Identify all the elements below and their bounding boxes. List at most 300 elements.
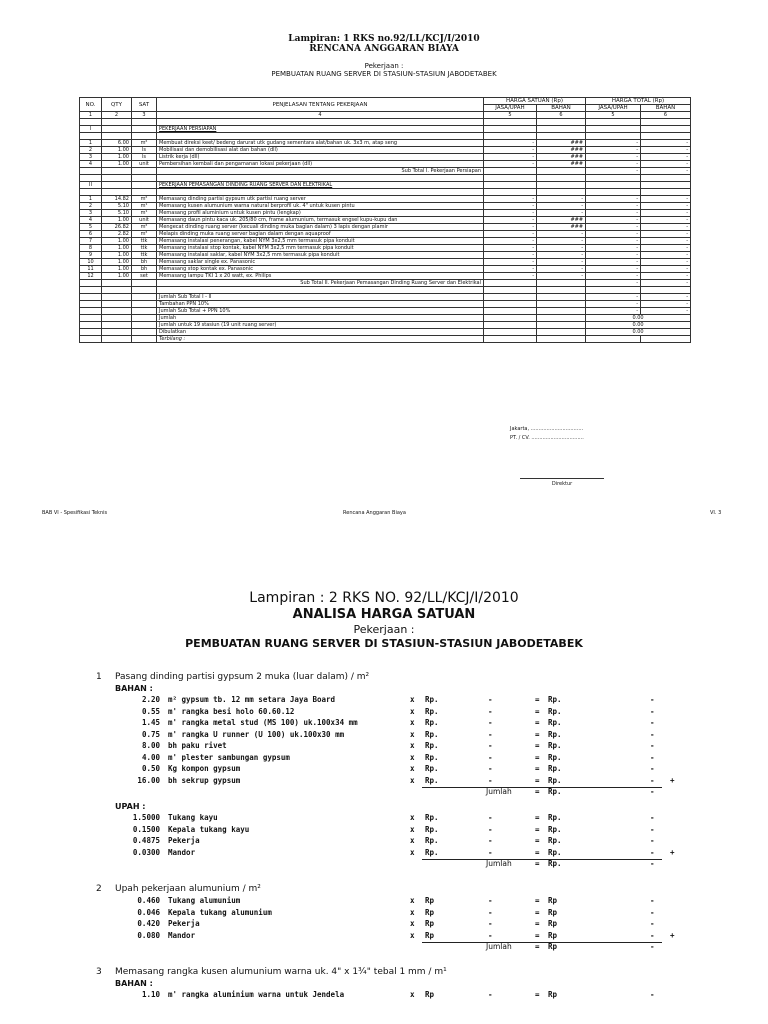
row-description: Memasang daun pintu kaca uk. 205/80 cm, frame alumunium, termasuk engsel kupu-kupu dan	[157, 217, 484, 224]
harga-satuan-jasa: -	[484, 154, 537, 161]
harga-satuan-jasa: -	[484, 140, 537, 147]
row-unit: m²	[132, 140, 157, 147]
currency-label: Rp.	[548, 718, 562, 727]
empty-cell	[80, 189, 102, 196]
empty-cell	[132, 322, 157, 329]
multiply-sign: x	[410, 824, 415, 834]
section-spacer	[0, 954, 768, 967]
empty-cell	[80, 294, 102, 301]
line-total: -	[650, 706, 655, 716]
row-description: Memasang stop kontak ex. Panasonic	[157, 266, 484, 273]
empty-cell	[537, 315, 586, 322]
group-total	[0, 859, 768, 871]
analysis-row	[0, 848, 768, 860]
empty-cell	[102, 287, 132, 294]
empty-cell	[157, 189, 484, 196]
page2-pekerjaan-label: Pekerjaan :	[353, 623, 415, 636]
subtotal-jasa: -	[586, 168, 641, 175]
harga-total-bahan: -	[641, 238, 691, 245]
row-qty: 1.00	[102, 147, 132, 154]
footer-right: VI. 3	[710, 510, 722, 516]
group-total	[0, 787, 768, 799]
currency-label: Rp	[548, 896, 558, 905]
table-row	[80, 280, 691, 287]
empty-cell	[80, 329, 102, 336]
analysis-row	[0, 764, 768, 776]
harga-satuan-header: HARGA SATUAN (Rp)	[484, 98, 586, 105]
multiply-sign: x	[410, 764, 415, 773]
line-total: -	[650, 718, 655, 727]
multiply-sign: x	[410, 847, 415, 857]
empty-cell	[132, 182, 157, 189]
row-description: Memasang instalasi stop kontak, kabel NYM 3x2,5 mm termasuk pipa konduit	[157, 245, 484, 252]
harga-total-jasa: -	[586, 217, 641, 224]
page2-project: PEMBUATAN RUANG SERVER DI STASIUN-STASIUN JABODETABEK	[185, 637, 583, 650]
section-title: Pasang dinding partisi gypsum 2 muka (luar dalam) / m²	[115, 672, 370, 682]
empty-cell	[132, 175, 157, 182]
currency-label: Rp.	[548, 695, 562, 704]
row-description: Memasang instalasi saklar, kabel NYM 3x2,5 mm termasuk pipa konduit	[157, 252, 484, 259]
harga-satuan-bahan: ###	[537, 217, 586, 224]
item-name: Mandor	[168, 930, 196, 940]
row-qty: 1.00	[102, 259, 132, 266]
table-row	[80, 182, 691, 189]
row-no: 11	[80, 266, 102, 273]
harga-total-bahan: -	[641, 147, 691, 154]
sum-label: Jumlah	[157, 315, 484, 322]
section-number: 2	[96, 884, 102, 894]
empty-cell	[157, 287, 484, 294]
currency-label: Rp.	[425, 741, 439, 750]
unit-price: -	[488, 907, 493, 917]
equals-sign: =	[535, 896, 540, 905]
table-row	[80, 238, 691, 245]
analysis-row	[0, 718, 768, 730]
currency-label: Rp.	[548, 775, 562, 785]
row-unit: bh	[132, 259, 157, 266]
row-description: Memasang instalasi penerangan, kabel NYM 3x2,5 mm termasuk pipa konduit	[157, 238, 484, 245]
line-total: -	[650, 930, 655, 940]
empty-cell	[537, 175, 586, 182]
col-desc-header: PENJELASAN TENTANG PEKERJAAN	[157, 98, 484, 112]
empty-cell	[641, 119, 691, 126]
subtotal-jasa: -	[586, 280, 641, 287]
coefficient: 0.080	[137, 930, 160, 940]
item-name: Pekerja	[168, 836, 200, 845]
empty-cell	[484, 308, 537, 315]
section-title: Memasang rangka kusen alumunium warna uk. 4" x 1¾" tebal 1 mm / m¹	[115, 967, 447, 977]
analysis-row	[0, 776, 768, 788]
page1-header	[0, 34, 768, 78]
row-qty: 1.00	[102, 238, 132, 245]
col-num: 4	[157, 112, 484, 119]
sum-jasa: -	[586, 294, 641, 301]
page2-title: Lampiran : 2 RKS NO. 92/LL/KCJ/I/2010	[249, 590, 519, 606]
row-no: 1	[80, 140, 102, 147]
row-no: I	[80, 126, 102, 133]
empty-cell	[537, 308, 586, 315]
analysis-row	[0, 707, 768, 719]
empty-cell	[484, 280, 537, 287]
footer-center: Rencana Anggaran Biaya	[343, 510, 406, 516]
empty-cell	[537, 301, 586, 308]
line-total: -	[650, 764, 655, 773]
empty-cell	[484, 287, 537, 294]
empty-cell	[132, 308, 157, 315]
unit-price: -	[488, 752, 493, 762]
coefficient: 0.046	[137, 907, 160, 917]
empty-cell	[484, 189, 537, 196]
table-row	[80, 308, 691, 315]
row-unit: ttk	[132, 252, 157, 259]
multiply-sign: x	[410, 813, 415, 822]
sum-value: 0.00	[586, 322, 691, 329]
analysis-row	[0, 836, 768, 848]
harga-total-jasa: -	[586, 259, 641, 266]
jasa-upah-header: JASA/UPAH	[586, 105, 641, 112]
table-row	[80, 224, 691, 231]
unit-price: -	[488, 706, 493, 716]
empty-cell	[132, 133, 157, 140]
line-total: -	[650, 990, 655, 999]
equals-sign: =	[535, 741, 540, 750]
coefficient: 0.4875	[132, 836, 160, 845]
analysis-section	[0, 672, 768, 871]
empty-cell	[484, 182, 537, 189]
bahan-header: BAHAN	[537, 105, 586, 112]
table-row	[80, 140, 691, 147]
section-heading	[0, 884, 768, 896]
equals-sign: =	[535, 859, 540, 868]
empty-cell	[641, 189, 691, 196]
row-no: 4	[80, 217, 102, 224]
harga-satuan-jasa: -	[484, 266, 537, 273]
empty-cell	[132, 280, 157, 287]
sum-bahan: -	[641, 294, 691, 301]
total-label: Jumlah	[486, 859, 512, 868]
empty-cell	[80, 336, 102, 343]
page-footer	[0, 510, 768, 520]
row-qty: 6.00	[102, 140, 132, 147]
currency-label: Rp.	[548, 813, 562, 822]
row-unit: unit	[132, 217, 157, 224]
table-row	[80, 315, 691, 322]
line-total: -	[650, 907, 655, 917]
row-description: Pembersihan kembali dan pengamanan lokasi pekerjaan (dll)	[157, 161, 484, 168]
analysis-row	[0, 919, 768, 931]
harga-satuan-bahan: ###	[537, 161, 586, 168]
row-unit: ttk	[132, 238, 157, 245]
row-no: 10	[80, 259, 102, 266]
plus-sign: +	[670, 847, 675, 857]
analysis-row	[0, 753, 768, 765]
harga-total-jasa: -	[586, 161, 641, 168]
multiply-sign: x	[410, 775, 415, 785]
col-qty-header: QTY	[102, 98, 132, 112]
page1-subtitle: RENCANA ANGGARAN BIAYA	[309, 44, 459, 54]
harga-total-bahan: -	[641, 217, 691, 224]
currency-label: Rp.	[548, 741, 562, 750]
section-number: 1	[96, 672, 102, 682]
jasa-upah-header: JASA/UPAH	[484, 105, 537, 112]
table-row	[80, 273, 691, 280]
group-label-text: BAHAN :	[115, 684, 153, 693]
table-row	[80, 259, 691, 266]
currency-label: Rp.	[548, 836, 562, 845]
table-row	[80, 189, 691, 196]
currency-label: Rp	[548, 930, 558, 940]
equals-sign: =	[535, 942, 540, 951]
coefficient: 1.5000	[132, 813, 160, 822]
empty-cell	[80, 280, 102, 287]
page1-project: PEMBUATAN RUANG SERVER DI STASIUN-STASIUN JABODETABEK	[271, 70, 497, 78]
row-qty: 2.82	[102, 231, 132, 238]
row-no: 3	[80, 210, 102, 217]
empty-cell	[132, 336, 157, 343]
currency-label: Rp.	[548, 847, 562, 857]
multiply-sign: x	[410, 836, 415, 845]
empty-cell	[80, 175, 102, 182]
row-unit: ls	[132, 147, 157, 154]
signature-company: PT. / CV. .................................	[510, 435, 584, 441]
row-description: Memasang profil aluminium untuk kusen pintu (lengkap)	[157, 210, 484, 217]
harga-total-jasa: -	[586, 266, 641, 273]
harga-satuan-bahan: ###	[537, 147, 586, 154]
unit-price: -	[488, 930, 493, 940]
currency-label: Rp.	[425, 729, 439, 739]
group-label	[0, 979, 768, 990]
page1-title: Lampiran: 1 RKS no.92/LL/KCJ/I/2010	[288, 34, 480, 44]
line-total: -	[650, 824, 655, 834]
empty-cell	[102, 133, 132, 140]
equals-sign: =	[535, 718, 540, 727]
total-value: -	[650, 942, 655, 951]
row-qty: 1.00	[102, 161, 132, 168]
harga-satuan-bahan: -	[537, 210, 586, 217]
unit-price: -	[488, 847, 493, 857]
table-row	[80, 196, 691, 203]
row-no: 1	[80, 196, 102, 203]
coefficient: 1.10	[141, 990, 160, 999]
table-row	[80, 133, 691, 140]
harga-satuan-bahan: -	[537, 203, 586, 210]
currency-label: Rp.	[425, 706, 439, 716]
equals-sign: =	[535, 847, 540, 857]
harga-total-bahan: -	[641, 231, 691, 238]
row-no: 9	[80, 252, 102, 259]
equals-sign: =	[535, 787, 540, 796]
row-no: 8	[80, 245, 102, 252]
page2-subtitle: ANALISA HARGA SATUAN	[292, 607, 476, 622]
coefficient: 4.00	[141, 752, 160, 762]
line-total: -	[650, 741, 655, 750]
footer-left: BAB VI - Spesifikasi Teknis	[42, 510, 108, 516]
equals-sign: =	[535, 930, 540, 940]
analysis-row	[0, 931, 768, 943]
empty-cell	[102, 182, 132, 189]
harga-satuan-jasa: -	[484, 147, 537, 154]
multiply-sign: x	[410, 695, 415, 704]
harga-total-jasa: -	[586, 196, 641, 203]
harga-satuan-bahan: -	[537, 252, 586, 259]
group-total	[0, 942, 768, 954]
harga-total-jasa: -	[586, 154, 641, 161]
empty-cell	[102, 308, 132, 315]
row-qty: 1.00	[102, 245, 132, 252]
line-total: -	[650, 775, 655, 785]
total-label: Jumlah	[486, 787, 512, 796]
row-description: Memasang saklar single ex. Panasonic	[157, 259, 484, 266]
row-qty: 14.82	[102, 196, 132, 203]
currency-label: Rp	[425, 907, 435, 917]
signature-role: Direktur	[520, 478, 604, 487]
empty-cell	[641, 175, 691, 182]
empty-cell	[102, 189, 132, 196]
empty-cell	[537, 280, 586, 287]
harga-satuan-jasa: -	[484, 210, 537, 217]
harga-total-jasa: -	[586, 252, 641, 259]
empty-cell	[537, 119, 586, 126]
plus-sign: +	[670, 775, 675, 785]
coefficient: 8.00	[141, 741, 160, 750]
signature-place: Jakarta, .................................	[510, 426, 584, 432]
unit-price: -	[488, 990, 493, 999]
harga-satuan-jasa: -	[484, 231, 537, 238]
multiply-sign: x	[410, 919, 415, 928]
empty-cell	[641, 336, 691, 343]
col-num: 2	[102, 112, 132, 119]
empty-cell	[484, 301, 537, 308]
harga-satuan-bahan: ###	[537, 154, 586, 161]
row-description: Melapis dinding muka ruang server bagian dalam dengan aquaproof	[157, 231, 484, 238]
row-description: Mobilisasi dan demobilisasi alat dan bahan (dll)	[157, 147, 484, 154]
harga-satuan-jasa: -	[484, 238, 537, 245]
equals-sign: =	[535, 813, 540, 822]
empty-cell	[586, 133, 641, 140]
currency-label: Rp.	[548, 764, 562, 773]
empty-cell	[80, 301, 102, 308]
currency-label: Rp.	[548, 824, 562, 834]
harga-total-bahan: -	[641, 245, 691, 252]
harga-satuan-bahan: -	[537, 196, 586, 203]
harga-total-jasa: -	[586, 140, 641, 147]
multiply-sign: x	[410, 752, 415, 762]
row-unit: ttk	[132, 245, 157, 252]
row-no: 3	[80, 154, 102, 161]
empty-cell	[586, 182, 641, 189]
harga-satuan-jasa: -	[484, 252, 537, 259]
signature-block	[510, 425, 584, 443]
equals-sign: =	[535, 836, 540, 845]
row-qty: 1.00	[102, 273, 132, 280]
harga-satuan-bahan: -	[537, 266, 586, 273]
sum-label: Jumlah Sub Total I - II	[157, 294, 484, 301]
budget-table-body	[80, 119, 691, 343]
group-label-text: UPAH :	[115, 802, 146, 811]
analysis-row	[0, 695, 768, 707]
row-no: II	[80, 182, 102, 189]
item-name: m' plester sambungan gypsum	[168, 752, 290, 762]
table-row	[80, 154, 691, 161]
empty-cell	[586, 336, 641, 343]
empty-cell	[537, 168, 586, 175]
coefficient: 0.1500	[132, 824, 160, 834]
equals-sign: =	[535, 824, 540, 834]
line-total: -	[650, 919, 655, 928]
empty-cell	[157, 119, 484, 126]
item-name: Pekerja	[168, 919, 200, 928]
empty-cell	[132, 301, 157, 308]
table-row	[80, 266, 691, 273]
col-num: 6	[641, 112, 691, 119]
col-num: 5	[586, 112, 641, 119]
harga-satuan-bahan: -	[537, 259, 586, 266]
analysis-row	[0, 730, 768, 742]
empty-cell	[537, 294, 586, 301]
harga-satuan-jasa: -	[484, 259, 537, 266]
unit-price: -	[488, 741, 493, 750]
empty-cell	[132, 189, 157, 196]
harga-satuan-jasa: -	[484, 161, 537, 168]
section-spacer	[0, 871, 768, 884]
equals-sign: =	[535, 990, 540, 999]
empty-cell	[484, 294, 537, 301]
item-name: m' rangka besi holo 60.60.12	[168, 706, 295, 716]
row-qty: 5.10	[102, 203, 132, 210]
harga-satuan-jasa: -	[484, 245, 537, 252]
equals-sign: =	[535, 775, 540, 785]
table-row	[80, 287, 691, 294]
empty-cell	[586, 175, 641, 182]
group-label-text: BAHAN :	[115, 979, 153, 988]
row-description: Mengecat dinding ruang server (kecuali dinding muka bagian dalam) 3 lapis dengan plamir	[157, 224, 484, 231]
empty-cell	[80, 308, 102, 315]
sum-label: Tambahan PPN 10%	[157, 301, 484, 308]
empty-cell	[132, 168, 157, 175]
table-row	[80, 336, 691, 343]
empty-cell	[641, 287, 691, 294]
unit-price: -	[488, 813, 493, 822]
analysis-row	[0, 990, 768, 1002]
subtotal-label: Sub Total I. Pekerjaan Persiapan	[157, 168, 484, 175]
total-value: -	[650, 787, 655, 796]
row-description: Membuat direksi keet/ bedeng darurat utk gudang sementara alat/bahan uk. 3x3 m, atap seng	[157, 140, 484, 147]
item-name: Tukang kayu	[168, 813, 218, 822]
subtotal-label: Sub Total II. Pekerjaan Pemasangan Dinding Ruang Server dan Elektrikal	[157, 280, 484, 287]
empty-cell	[80, 315, 102, 322]
row-qty: 1.00	[102, 217, 132, 224]
harga-satuan-jasa: -	[484, 217, 537, 224]
col-num: 1	[80, 112, 102, 119]
row-no: 2	[80, 203, 102, 210]
harga-total-bahan: -	[641, 259, 691, 266]
row-qty: 1.00	[102, 266, 132, 273]
item-name: bh sekrup gypsum	[168, 775, 241, 785]
equals-sign: =	[535, 907, 540, 917]
empty-cell	[586, 287, 641, 294]
item-name: m' rangka metal stud (MS 100) uk.100x34 mm	[168, 718, 358, 727]
harga-satuan-jasa: -	[484, 203, 537, 210]
analysis-section	[0, 884, 768, 954]
item-name: bh paku rivet	[168, 741, 227, 750]
coefficient: 0.460	[137, 896, 160, 905]
empty-cell	[102, 322, 132, 329]
equals-sign: =	[535, 729, 540, 739]
currency-label: Rp	[548, 919, 558, 928]
total-rule	[422, 859, 662, 860]
empty-cell	[102, 280, 132, 287]
row-unit: m²	[132, 224, 157, 231]
